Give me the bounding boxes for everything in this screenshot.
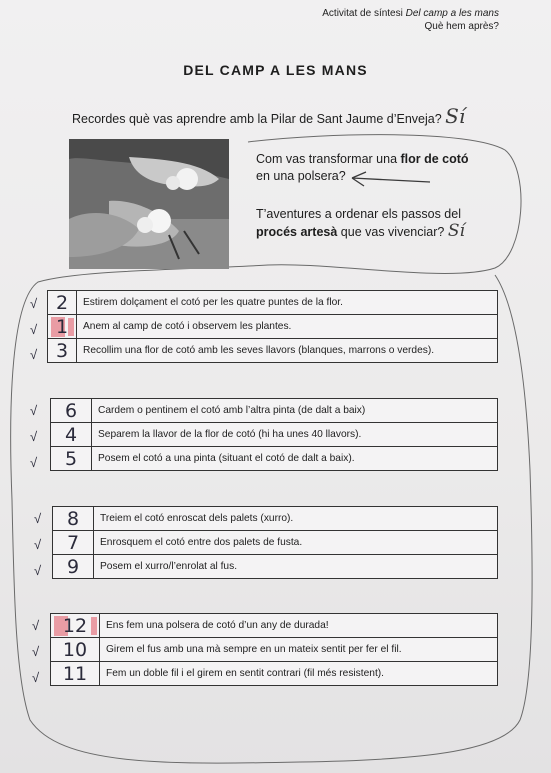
step-number[interactable]: 9: [53, 555, 94, 579]
step-number[interactable]: 10: [51, 638, 100, 662]
step-text: Enrosquem el cotó entre dos palets de fusta.: [94, 531, 498, 555]
step-text: Fem un doble fil i el girem en sentit contrari (fil més resistent).: [100, 662, 498, 686]
step-number[interactable]: 11: [51, 662, 100, 686]
check-icon: √: [30, 296, 38, 311]
check-icon: √: [30, 322, 38, 337]
check-icon: √: [32, 618, 40, 633]
step-text: Recollim una flor de cotó amb les seves llavors (blanques, marrons o verdes).: [77, 339, 498, 363]
step-number[interactable]: 7: [53, 531, 94, 555]
table-row: [48, 291, 498, 315]
check-icon: √: [30, 347, 38, 362]
table-row: [48, 339, 498, 363]
check-icon: √: [34, 563, 42, 578]
question-2-line1: Com vas transformar una: [256, 152, 401, 166]
header-subtitle: Què hem après?: [424, 21, 499, 32]
answer-mark: Sí: [445, 104, 466, 128]
steps-table-1: [47, 290, 498, 363]
table-row: [51, 423, 498, 447]
check-icon: √: [32, 670, 40, 685]
question-3: [256, 206, 465, 241]
table-row: [53, 531, 498, 555]
check-icon: √: [34, 511, 42, 526]
step-text: Treiem el cotó enroscat dels palets (xurro).: [94, 507, 498, 531]
step-number[interactable]: 12: [51, 614, 100, 638]
table-row: [51, 638, 498, 662]
table-row: [51, 399, 498, 423]
steps-table-2: [50, 398, 498, 471]
question-3-keyword: procés artesà: [256, 225, 338, 239]
question-2: [256, 151, 469, 185]
step-number[interactable]: 4: [51, 423, 92, 447]
activity-name: Del camp a les mans: [405, 8, 499, 19]
step-text: Anem al camp de cotó i observem les plantes.: [77, 315, 498, 339]
activity-label: Activitat de síntesi: [322, 8, 406, 19]
question-3-line1: T’aventures a ordenar els passos del: [256, 207, 461, 221]
question-1: [72, 104, 465, 128]
step-text: Girem el fus amb una mà sempre en un mateix sentit per fer el fil.: [100, 638, 498, 662]
header: [322, 7, 499, 33]
check-icon: √: [30, 403, 38, 418]
question-2-line2: en una polsera?: [256, 169, 346, 183]
step-text: Estirem dolçament el cotó per les quatre puntes de la flor.: [77, 291, 498, 315]
answer-mark-2: Sí: [447, 221, 465, 241]
steps-table-4: [50, 613, 498, 686]
check-icon: √: [30, 429, 38, 444]
step-number[interactable]: 2: [48, 291, 77, 315]
table-row: [53, 507, 498, 531]
table-row: [51, 614, 498, 638]
step-text: Cardem o pentinem el cotó amb l’altra pinta (de dalt a baix): [92, 399, 498, 423]
table-row: [53, 555, 498, 579]
step-text: Separem la llavor de la flor de cotó (hi ha unes 40 llavors).: [92, 423, 498, 447]
check-icon: √: [34, 537, 42, 552]
step-number[interactable]: 3: [48, 339, 77, 363]
step-text: Posem el xurro/l’enrolat al fus.: [94, 555, 498, 579]
question-3-line2: que vas vivenciar?: [337, 225, 445, 239]
page-title: DEL CAMP A LES MANS: [183, 62, 368, 78]
step-text: Posem el cotó a una pinta (situant el cotó de dalt a baix).: [92, 447, 498, 471]
question-1-text: Recordes què vas aprendre amb la Pilar de Sant Jaume d’Enveja?: [72, 112, 442, 126]
steps-table-3: [52, 506, 498, 579]
step-number[interactable]: 5: [51, 447, 92, 471]
check-icon: √: [30, 455, 38, 470]
step-text: Ens fem una polsera de cotó d’un any de durada!: [100, 614, 498, 638]
step-number[interactable]: 8: [53, 507, 94, 531]
question-2-keyword: flor de cotó: [400, 152, 469, 166]
check-icon: √: [32, 644, 40, 659]
table-row: [51, 662, 498, 686]
table-row: [51, 447, 498, 471]
table-row: [48, 315, 498, 339]
cotton-hands-photo: [69, 139, 229, 269]
step-number[interactable]: 6: [51, 399, 92, 423]
step-number[interactable]: 1: [48, 315, 77, 339]
